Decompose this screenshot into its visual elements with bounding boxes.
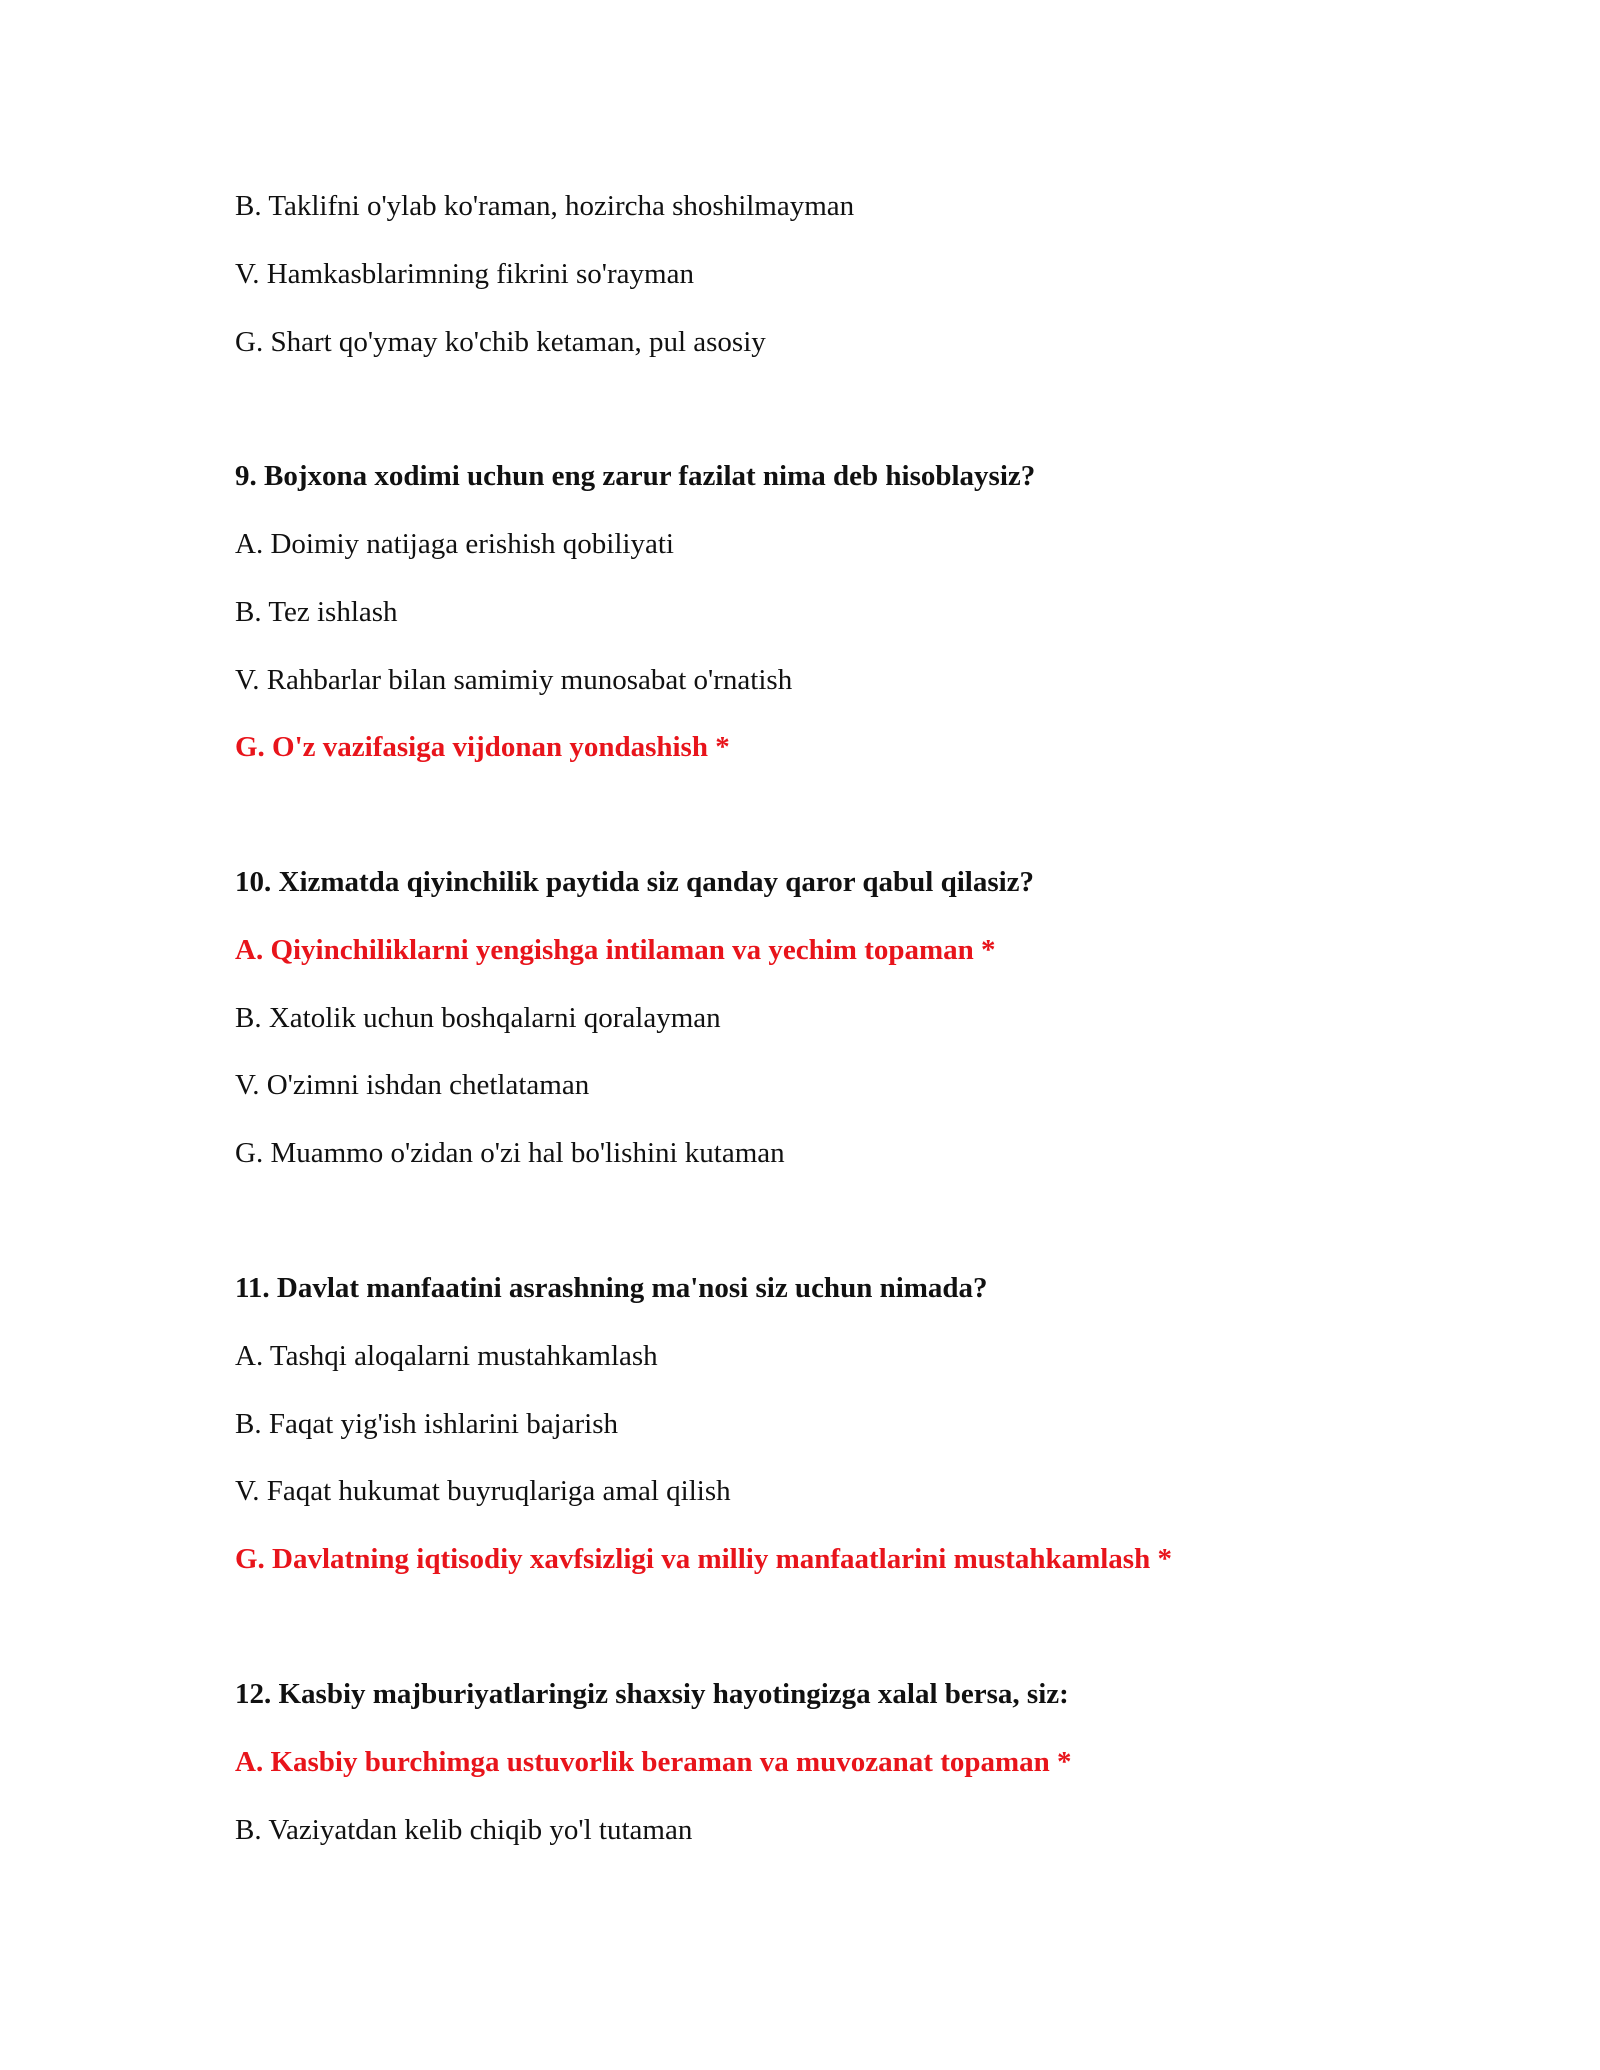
answer-option: V. Hamkasblarimning fikrini so'rayman [235, 258, 694, 290]
answer-option: A. Doimiy natijaga erishish qobiliyati [235, 528, 674, 560]
answer-option: B. Faqat yig'ish ishlarini bajarish [235, 1408, 618, 1440]
answer-option: V. O'zimni ishdan chetlataman [235, 1069, 590, 1101]
answer-option: B. Taklifni o'ylab ko'raman, hozircha shoshilmayman [235, 190, 855, 222]
correct-answer-option: G. Davlatning iqtisodiy xavfsizligi va milliy manfaatlarini mustahkamlash * [235, 1543, 1172, 1575]
answer-option: G. Muammo o'zidan o'zi hal bo'lishini kutaman [235, 1137, 785, 1169]
answer-option: V. Faqat hukumat buyruqlariga amal qilish [235, 1475, 731, 1507]
correct-answer-option: A. Kasbiy burchimga ustuvorlik beraman va muvozanat topaman * [235, 1746, 1072, 1778]
answer-option: B. Vaziyatdan kelib chiqib yo'l tutaman [235, 1814, 693, 1846]
question-title: 12. Kasbiy majburiyatlaringiz shaxsiy hayotingizga xalal bersa, siz: [235, 1678, 1069, 1710]
question-title: 11. Davlat manfaatini asrashning ma'nosi siz uchun nimada? [235, 1272, 988, 1304]
answer-option: G. Shart qo'ymay ko'chib ketaman, pul asosiy [235, 326, 766, 358]
answer-option: B. Tez ishlash [235, 596, 398, 628]
correct-answer-option: G. O'z vazifasiga vijdonan yondashish * [235, 731, 730, 763]
question-title: 10. Xizmatda qiyinchilik paytida siz qanday qaror qabul qilasiz? [235, 866, 1035, 898]
answer-option: B. Xatolik uchun boshqalarni qoralayman [235, 1002, 721, 1034]
question-title: 9. Bojxona xodimi uchun eng zarur fazilat nima deb hisoblaysiz? [235, 460, 1036, 492]
answer-option: A. Tashqi aloqalarni mustahkamlash [235, 1340, 658, 1372]
correct-answer-option: A. Qiyinchiliklarni yengishga intilaman va yechim topaman * [235, 934, 996, 966]
answer-option: V. Rahbarlar bilan samimiy munosabat o'rnatish [235, 664, 793, 696]
